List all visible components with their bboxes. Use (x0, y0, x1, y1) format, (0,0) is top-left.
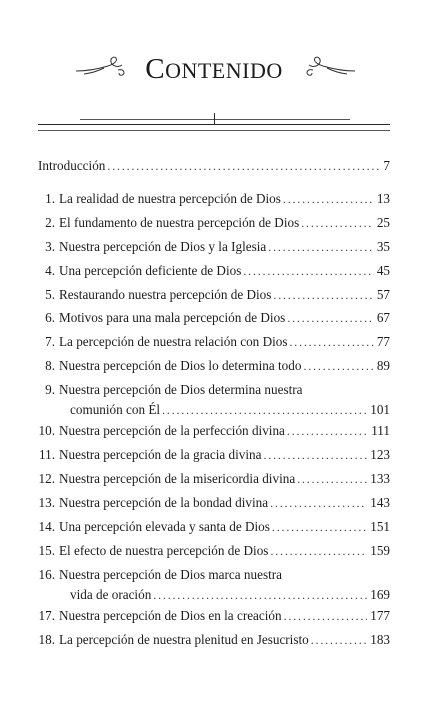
toc-entry-label-line1: Nuestra percepción de Dios marca nuestra (59, 567, 282, 582)
leader-dots (273, 286, 373, 304)
toc-entry-label: Una percepción deficiente de Dios (59, 263, 242, 278)
title-rest: ONTENIDO (165, 58, 283, 83)
toc-entry-number: 4. (45, 263, 55, 278)
toc-entry-label: Una percepción elevada y santa de Dios (59, 519, 270, 534)
toc-entry-label: vida de oración (70, 587, 152, 602)
leader-dots (301, 214, 374, 232)
leader-dots (289, 333, 373, 351)
toc-entry-page: 159 (370, 543, 390, 558)
toc-entry-page: 77 (376, 334, 390, 349)
divider-thin (80, 119, 350, 120)
leader-dots (107, 157, 380, 175)
leader-dots (270, 542, 367, 560)
leader-dots (162, 401, 367, 419)
toc-entry-page: 13 (376, 191, 390, 206)
leader-dots (297, 470, 367, 488)
toc-entry-number: 15. (38, 543, 55, 558)
leader-dots (287, 309, 374, 327)
toc-entry-label: Motivos para una mala percepción de Dios (59, 310, 286, 325)
leader-dots (311, 631, 367, 649)
toc-entry-page: 169 (370, 587, 390, 602)
toc-entry-label: La realidad de nuestra percepción de Dios (59, 191, 281, 206)
leader-dots (270, 494, 367, 512)
toc-entry-number: 18. (38, 632, 55, 647)
toc-entry-page: 57 (376, 287, 390, 302)
toc-entry-number: 13. (38, 495, 55, 510)
title-initial: C (145, 53, 166, 85)
toc-entry-number: 7. (45, 334, 55, 349)
toc-entry-page: 45 (376, 263, 390, 278)
divider-top (38, 124, 390, 125)
leader-dots (243, 262, 373, 280)
toc-entry-label: comunión con Él (70, 402, 161, 417)
toc-entry-page: 177 (370, 608, 390, 623)
toc-entry[interactable] (38, 214, 390, 237)
toc-entry-page: 111 (371, 423, 390, 438)
toc-entry-label: Nuestra percepción de la misericordia divina (59, 471, 296, 486)
toc-entry[interactable] (38, 518, 390, 541)
toc-entry-label: Nuestra percepción de Dios lo determina todo (59, 358, 302, 373)
toc-entry[interactable] (38, 357, 390, 380)
toc-entry-number: 14. (38, 519, 55, 534)
leader-dots (284, 607, 368, 625)
toc-entry-label: Nuestra percepción de la bondad divina (59, 495, 269, 510)
toc-entry-number: 1. (45, 191, 55, 206)
leader-dots (287, 422, 368, 440)
toc-entry[interactable] (38, 262, 390, 285)
toc-entry[interactable] (38, 309, 390, 332)
toc-entry-number: 5. (45, 287, 55, 302)
toc-entry[interactable] (38, 542, 390, 565)
toc-entry-number: 17. (38, 608, 55, 623)
toc-entry-label: Nuestra percepción de la perfección divina (59, 423, 285, 438)
toc-entry[interactable] (38, 238, 390, 261)
flourish-ornament-icon (305, 56, 357, 78)
toc-entry-number: 10. (38, 423, 55, 438)
toc-entry-label: Nuestra percepción de Dios y la Iglesia (59, 239, 267, 254)
toc-entry-number: 16. (38, 567, 55, 582)
divider-bottom (38, 130, 390, 131)
toc-entry[interactable] (38, 607, 390, 630)
toc-entry[interactable] (38, 333, 390, 356)
toc-entry[interactable] (38, 190, 390, 213)
toc-entry[interactable] (38, 446, 390, 469)
toc-entry-page: 25 (376, 215, 390, 230)
toc-entry-label: El fundamento de nuestra percepción de Dios (59, 215, 300, 230)
toc-entry-page: 151 (370, 519, 390, 534)
toc-entry-number: 6. (45, 310, 55, 325)
toc-entry-label: La percepción de nuestra relación con Dios (59, 334, 288, 349)
toc-entry-page: 183 (370, 632, 390, 647)
toc-entry-page: 123 (370, 447, 390, 462)
leader-dots (303, 357, 373, 375)
toc-entry[interactable] (38, 286, 390, 309)
toc-entry-introduction[interactable] (38, 157, 390, 180)
toc-entry-label-line1: Nuestra percepción de Dios determina nuestra (59, 382, 303, 397)
toc-entry-page: 35 (376, 239, 390, 254)
toc-entry-label: Introducción (38, 158, 106, 173)
leader-dots (263, 446, 367, 464)
leader-dots (283, 190, 374, 208)
toc-entry-label: La percepción de nuestra plenitud en Jesucristo (59, 632, 309, 647)
toc-entry[interactable] (38, 470, 390, 493)
toc-entry[interactable] (38, 494, 390, 517)
toc-entry-number: 9. (45, 382, 55, 397)
toc-entry-label: Nuestra percepción de la gracia divina (59, 447, 262, 462)
toc-entry-number: 2. (45, 215, 55, 230)
toc-entry-page: 89 (376, 358, 390, 373)
toc-entry-page: 67 (376, 310, 390, 325)
toc-entry-page: 143 (370, 495, 390, 510)
toc-entry[interactable] (38, 631, 390, 654)
toc-entry[interactable] (38, 381, 390, 423)
toc-entry-number: 3. (45, 239, 55, 254)
leader-dots (272, 518, 367, 536)
leader-dots (268, 238, 374, 256)
toc-entry[interactable] (38, 422, 390, 445)
toc-entry[interactable] (38, 566, 390, 608)
toc-entry-number: 8. (45, 358, 55, 373)
toc-entry-label: El efecto de nuestra percepción de Dios (59, 543, 269, 558)
toc-entry-page: 101 (370, 402, 390, 417)
toc-entry-number: 12. (38, 471, 55, 486)
toc-entry-page: 133 (370, 471, 390, 486)
toc-entry-label: Nuestra percepción de Dios en la creación (59, 608, 282, 623)
page-title (0, 52, 428, 88)
toc-entry-label: Restaurando nuestra percepción de Dios (59, 287, 272, 302)
toc-entry-number: 11. (39, 447, 55, 462)
toc-entry-page: 7 (383, 158, 390, 173)
page-heading (0, 52, 428, 86)
leader-dots (153, 586, 367, 604)
